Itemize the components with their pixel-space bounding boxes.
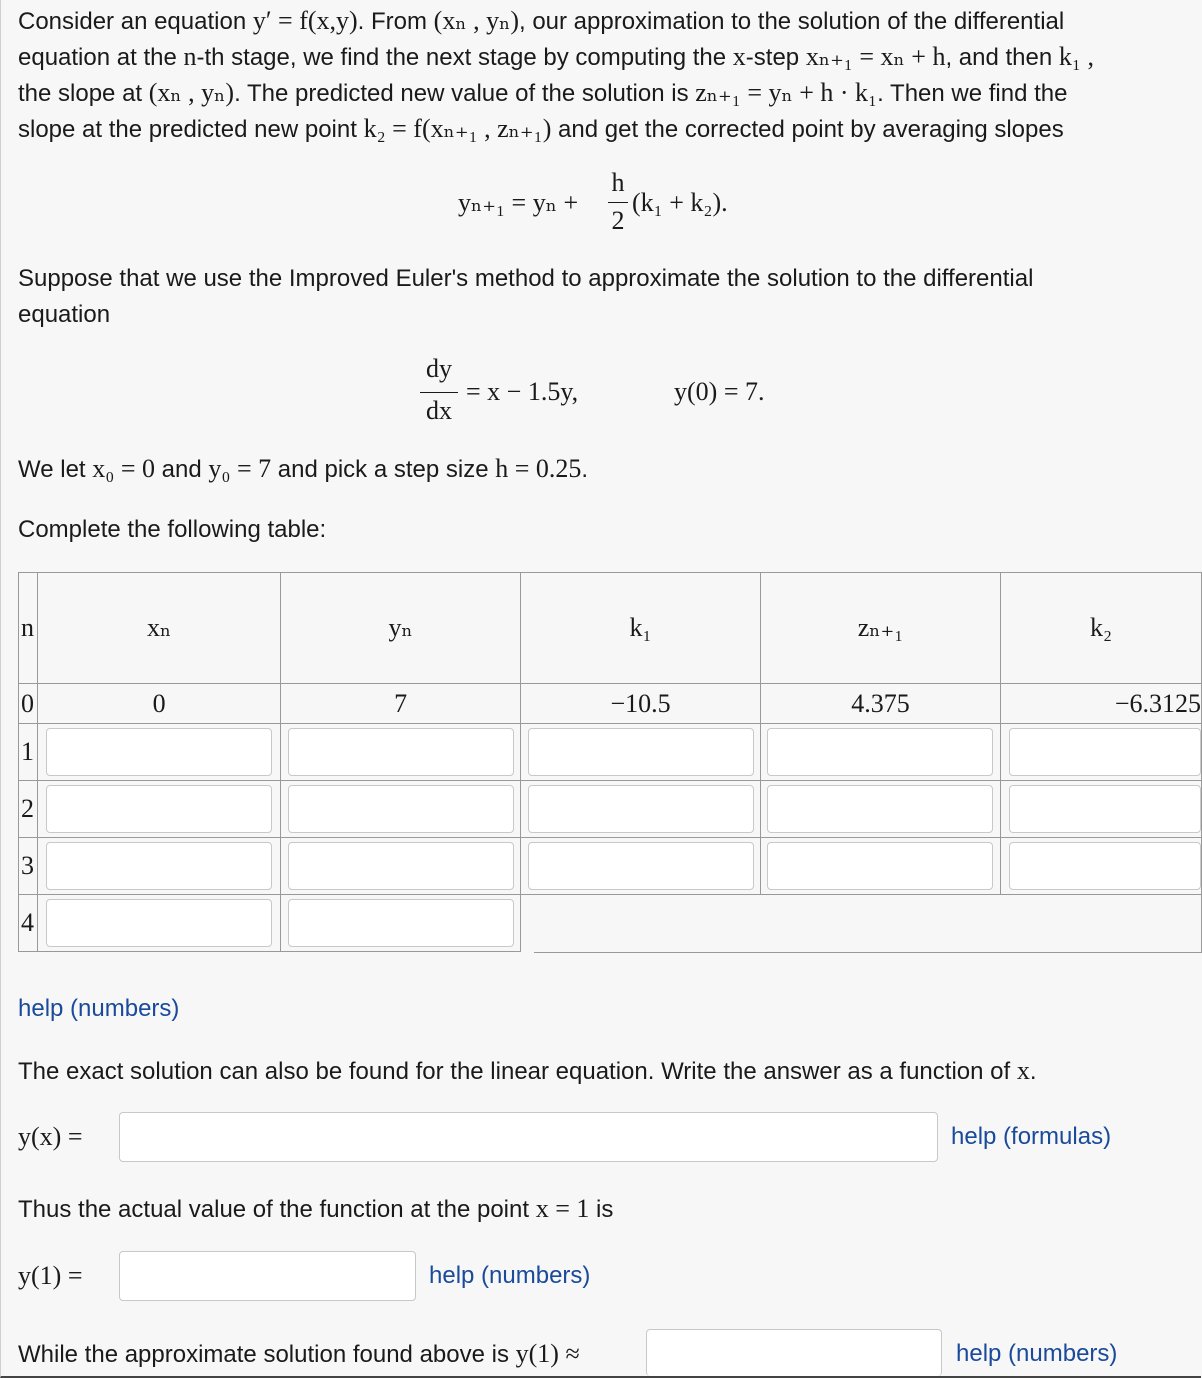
help-numbers-link[interactable]: help (numbers) (18, 995, 180, 1022)
euler-table (18, 572, 1202, 952)
table-row (19, 895, 1202, 952)
text: . From (357, 8, 434, 35)
cell (1000, 895, 1201, 952)
cell-value: 4.375 (761, 684, 1001, 724)
k1-row1-input[interactable] (528, 728, 754, 776)
help-numbers-link[interactable]: help (numbers) (429, 1262, 591, 1289)
help-numbers-link[interactable]: help (numbers) (956, 1340, 1118, 1367)
cell (521, 895, 761, 952)
text: . Then we find the (877, 80, 1068, 107)
header-yn: yₙ (281, 573, 521, 684)
actual-value-text (18, 1194, 613, 1224)
text: and get the corrected point by averaging slopes (551, 116, 1064, 143)
cell (38, 781, 281, 838)
table-row (19, 724, 1202, 781)
k2-row3-input[interactable] (1009, 842, 1201, 890)
cell (761, 724, 1001, 781)
text: Thus the actual value of the function at the point (18, 1196, 536, 1223)
cell (281, 838, 521, 895)
table-header-row (19, 573, 1202, 684)
text: . (1029, 1058, 1037, 1085)
cell (281, 895, 521, 952)
text: , and then (945, 44, 1059, 71)
row-index: 0 (19, 684, 38, 724)
text: and pick a step size (271, 456, 496, 483)
x3-input[interactable] (46, 842, 272, 890)
math: (xₙ , yₙ) (433, 6, 519, 35)
suppose-line-2: equation (18, 301, 111, 328)
text: -step (745, 44, 806, 71)
let-line (18, 454, 588, 484)
header-xn: xₙ (38, 573, 281, 684)
text: -th stage, we find the next stage by computing the (196, 44, 733, 71)
cell (1000, 781, 1201, 838)
help-formulas-link[interactable]: help (formulas) (951, 1123, 1112, 1150)
ode-den: dx (426, 396, 452, 425)
cell (38, 724, 281, 781)
cell-value: −6.3125 (1000, 684, 1201, 724)
cell (521, 781, 761, 838)
cell (281, 724, 521, 781)
cell (761, 895, 1001, 952)
text: While the approximate solution found above is (18, 1341, 516, 1368)
k2-row1-input[interactable] (1009, 728, 1201, 776)
cell (761, 781, 1001, 838)
yx-label: y(x) = (18, 1122, 83, 1151)
row-index: 3 (19, 838, 38, 895)
ode-num: dy (426, 354, 452, 383)
row-index: 4 (19, 895, 38, 952)
math: x (732, 42, 746, 71)
suppose-line-1: Suppose that we use the Improved Euler's method to approximate the solution to the differential (18, 265, 1034, 292)
formula-rhs: (k₁ + k₂). (632, 188, 728, 217)
yx-input[interactable] (119, 1112, 938, 1162)
z3-input[interactable] (767, 785, 993, 833)
text: and (154, 456, 209, 483)
cell (38, 838, 281, 895)
x4-input[interactable] (46, 899, 272, 947)
cell-value: −10.5 (521, 684, 761, 724)
text: is (589, 1196, 614, 1223)
table-bottom-border (534, 952, 1202, 953)
math: x = 1 (535, 1194, 590, 1223)
cell (521, 724, 761, 781)
math: y₀ = 7 (208, 454, 272, 483)
table-row (19, 781, 1202, 838)
math: zₙ₊₁ = yₙ + h · k₁ (695, 78, 878, 107)
intro-line-4 (18, 114, 1064, 144)
header-k2: k₂ (1000, 573, 1201, 684)
math: x₀ = 0 (92, 454, 155, 483)
y4-input[interactable] (288, 899, 514, 947)
x2-input[interactable] (46, 785, 272, 833)
k1-row3-input[interactable] (528, 842, 754, 890)
cell (1000, 724, 1201, 781)
cell (761, 838, 1001, 895)
text: equation at the (18, 44, 184, 71)
formula-den: 2 (611, 206, 625, 235)
row-index: 2 (19, 781, 38, 838)
math: h = 0.25 (495, 454, 582, 483)
complete-instruction: Complete the following table: (18, 516, 327, 543)
cell-value: 7 (281, 684, 521, 724)
k1-row2-input[interactable] (528, 785, 754, 833)
formula-num: h (611, 168, 625, 197)
text: . The predicted new value of the solution is (234, 80, 696, 107)
table-row (19, 684, 1202, 724)
header-k1: k₁ (521, 573, 761, 684)
table-row (19, 838, 1202, 895)
text: , our approximation to the solution of the differential (518, 8, 1065, 35)
formula-lhs: yₙ₊₁ = yₙ + (458, 188, 579, 217)
y2-input[interactable] (288, 785, 514, 833)
header-n: n (19, 573, 38, 684)
y3-input[interactable] (288, 842, 514, 890)
y1-exact-input[interactable] (119, 1251, 416, 1301)
y1-label: y(1) = (18, 1261, 83, 1290)
text: . (581, 456, 589, 483)
text: the slope at (18, 80, 149, 107)
intro-line-2 (18, 42, 1094, 72)
ode-rhs: = x − 1.5y, (466, 377, 579, 406)
z2-input[interactable] (767, 728, 993, 776)
math: x (1016, 1056, 1030, 1085)
math: y(1) ≈ (515, 1339, 580, 1368)
cell-value: 0 (38, 684, 281, 724)
text: slope at the predicted new point (18, 116, 364, 143)
text: Consider an equation (18, 8, 253, 35)
text: The exact solution can also be found for the linear equation. Write the answer as a function of (18, 1058, 1017, 1085)
k2-row2-input[interactable] (1009, 785, 1201, 833)
cell (521, 838, 761, 895)
x1-input[interactable] (46, 728, 272, 776)
fraction-bar (420, 392, 458, 393)
math: k₁ , (1058, 42, 1094, 71)
approximate-text (18, 1339, 580, 1369)
math: n (183, 42, 197, 71)
math: (xₙ , yₙ) (148, 78, 235, 107)
cell (281, 781, 521, 838)
intro-line-1 (18, 6, 1064, 36)
intro-line-3 (18, 78, 1067, 108)
math: k₂ = f(xₙ₊₁ , zₙ₊₁) (363, 114, 552, 143)
cell (1000, 838, 1201, 895)
z4-input[interactable] (767, 842, 993, 890)
initial-condition: y(0) = 7. (674, 377, 765, 406)
cell (38, 895, 281, 952)
y1-approx-input[interactable] (646, 1329, 942, 1376)
exact-solution-text (18, 1056, 1037, 1086)
math: xₙ₊₁ = xₙ + h (805, 42, 946, 71)
math: y′ = f(x,y) (252, 6, 358, 35)
header-zn1: zₙ₊₁ (761, 573, 1001, 684)
fraction-bar (608, 202, 628, 203)
y1-input[interactable] (288, 728, 514, 776)
text: We let (18, 456, 93, 483)
row-index: 1 (19, 724, 38, 781)
